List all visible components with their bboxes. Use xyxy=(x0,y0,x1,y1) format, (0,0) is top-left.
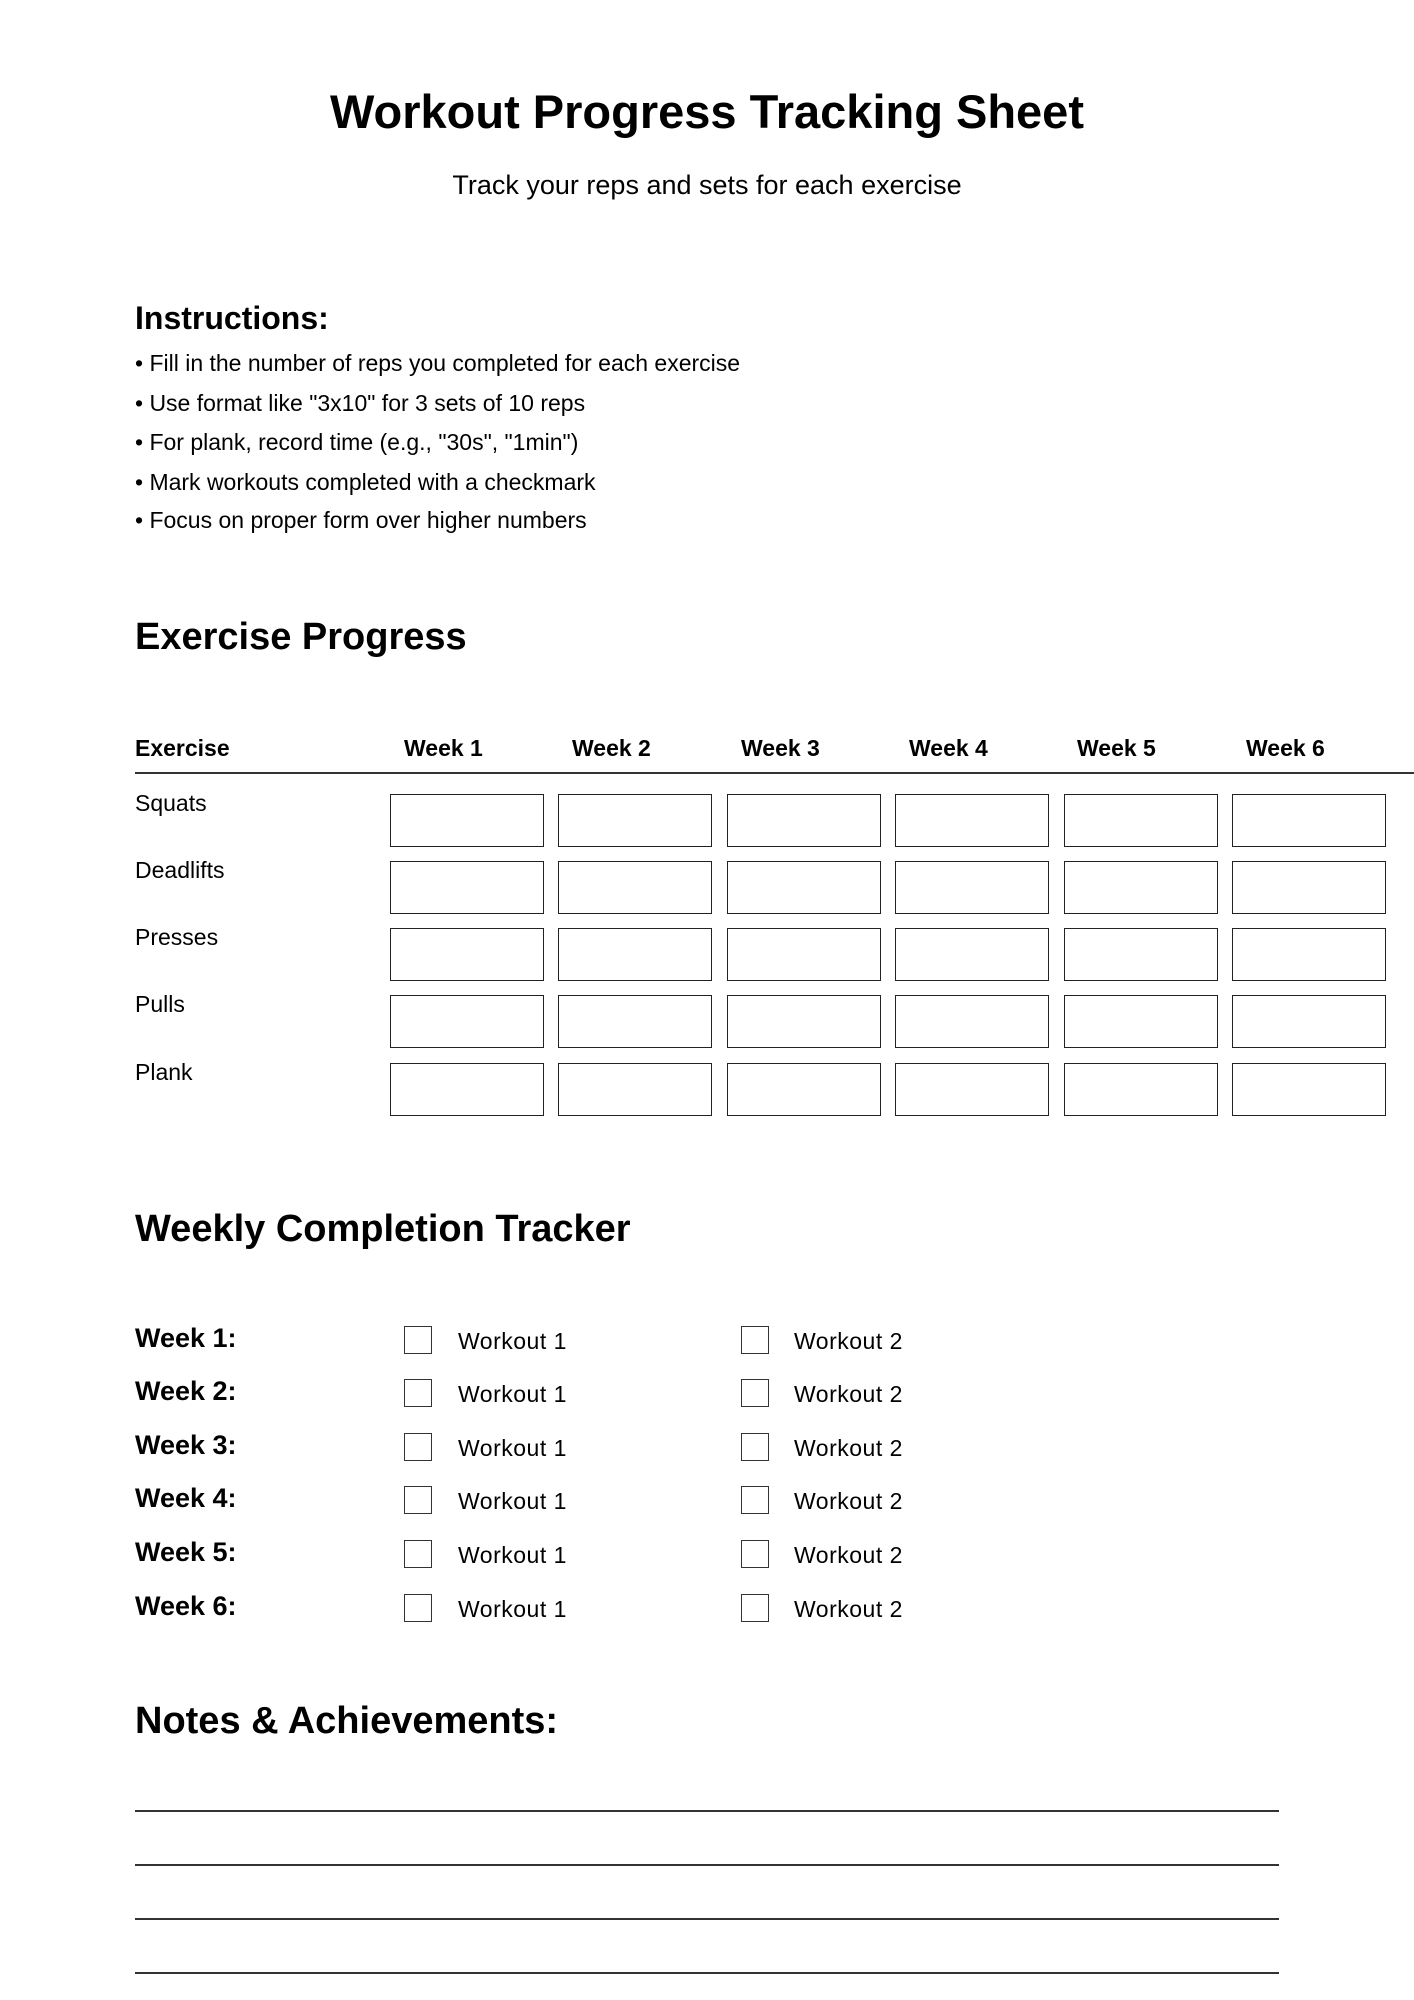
rep-entry-box[interactable] xyxy=(1232,995,1386,1048)
rep-entry-box[interactable] xyxy=(390,794,544,847)
workout-2-checkbox[interactable] xyxy=(741,1433,769,1461)
completion-tracker-heading: Weekly Completion Tracker xyxy=(135,1208,631,1250)
column-header: Week 2 xyxy=(572,735,651,761)
exercise-label: Squats xyxy=(135,790,207,816)
rep-entry-box[interactable] xyxy=(390,861,544,914)
rep-entry-box[interactable] xyxy=(390,995,544,1048)
workout-2-checkbox[interactable] xyxy=(741,1486,769,1514)
instruction-item: • Fill in the number of reps you completed for each exercise xyxy=(135,350,741,376)
column-header: Week 4 xyxy=(909,735,988,761)
week-label: Week 6: xyxy=(135,1591,237,1621)
column-header: Week 3 xyxy=(741,735,820,761)
rep-entry-box[interactable] xyxy=(727,861,881,914)
notes-line[interactable] xyxy=(135,1972,1279,1974)
rep-entry-box[interactable] xyxy=(1064,995,1218,1048)
rep-entry-box[interactable] xyxy=(1064,1063,1218,1116)
rep-entry-box[interactable] xyxy=(558,928,712,981)
workout-1-checkbox[interactable] xyxy=(404,1326,432,1354)
exercise-label: Presses xyxy=(135,924,219,950)
rep-entry-box[interactable] xyxy=(558,1063,712,1116)
workout-2-label: Workout 2 xyxy=(794,1435,903,1461)
workout-2-checkbox[interactable] xyxy=(741,1594,769,1622)
column-header: Week 6 xyxy=(1246,735,1325,761)
column-header: Week 5 xyxy=(1077,735,1156,761)
rep-entry-box[interactable] xyxy=(727,1063,881,1116)
rep-entry-box[interactable] xyxy=(727,995,881,1048)
table-header-divider xyxy=(135,772,1414,774)
workout-1-checkbox[interactable] xyxy=(404,1486,432,1514)
workout-1-checkbox[interactable] xyxy=(404,1379,432,1407)
notes-line[interactable] xyxy=(135,1918,1279,1920)
workout-2-label: Workout 2 xyxy=(794,1596,903,1622)
workout-2-label: Workout 2 xyxy=(794,1542,903,1568)
notes-line[interactable] xyxy=(135,1864,1279,1866)
workout-2-checkbox[interactable] xyxy=(741,1326,769,1354)
instruction-item: • Use format like "3x10" for 3 sets of 10 reps xyxy=(135,390,586,416)
week-label: Week 3: xyxy=(135,1430,237,1460)
page-subtitle: Track your reps and sets for each exercise xyxy=(452,170,962,200)
week-label: Week 5: xyxy=(135,1537,237,1567)
week-label: Week 4: xyxy=(135,1483,237,1513)
instruction-item: • For plank, record time (e.g., "30s", "1min") xyxy=(135,429,579,455)
exercise-label: Plank xyxy=(135,1059,193,1085)
rep-entry-box[interactable] xyxy=(727,794,881,847)
instructions-heading: Instructions: xyxy=(135,300,329,336)
instruction-item: • Mark workouts completed with a checkmark xyxy=(135,469,596,495)
notes-heading: Notes & Achievements: xyxy=(135,1700,559,1742)
column-header: Week 1 xyxy=(404,735,483,761)
workout-1-label: Workout 1 xyxy=(458,1542,567,1568)
workout-1-label: Workout 1 xyxy=(458,1435,567,1461)
workout-2-label: Workout 2 xyxy=(794,1328,903,1354)
workout-1-label: Workout 1 xyxy=(458,1596,567,1622)
rep-entry-box[interactable] xyxy=(1232,794,1386,847)
rep-entry-box[interactable] xyxy=(558,995,712,1048)
rep-entry-box[interactable] xyxy=(558,861,712,914)
rep-entry-box[interactable] xyxy=(1232,1063,1386,1116)
rep-entry-box[interactable] xyxy=(895,928,1049,981)
notes-line[interactable] xyxy=(135,1810,1279,1812)
rep-entry-box[interactable] xyxy=(558,794,712,847)
exercise-label: Deadlifts xyxy=(135,857,225,883)
rep-entry-box[interactable] xyxy=(390,928,544,981)
rep-entry-box[interactable] xyxy=(895,861,1049,914)
rep-entry-box[interactable] xyxy=(390,1063,544,1116)
column-header: Exercise xyxy=(135,735,230,761)
exercise-progress-heading: Exercise Progress xyxy=(135,616,467,658)
rep-entry-box[interactable] xyxy=(1232,928,1386,981)
exercise-label: Pulls xyxy=(135,991,185,1017)
week-label: Week 2: xyxy=(135,1376,237,1406)
workout-1-label: Workout 1 xyxy=(458,1381,567,1407)
workout-2-checkbox[interactable] xyxy=(741,1379,769,1407)
instruction-item: • Focus on proper form over higher numbers xyxy=(135,507,587,533)
workout-1-checkbox[interactable] xyxy=(404,1540,432,1568)
rep-entry-box[interactable] xyxy=(1064,861,1218,914)
workout-1-label: Workout 1 xyxy=(458,1488,567,1514)
rep-entry-box[interactable] xyxy=(1064,928,1218,981)
rep-entry-box[interactable] xyxy=(895,995,1049,1048)
workout-1-checkbox[interactable] xyxy=(404,1594,432,1622)
workout-1-label: Workout 1 xyxy=(458,1328,567,1354)
workout-2-checkbox[interactable] xyxy=(741,1540,769,1568)
rep-entry-box[interactable] xyxy=(895,1063,1049,1116)
workout-2-label: Workout 2 xyxy=(794,1381,903,1407)
workout-1-checkbox[interactable] xyxy=(404,1433,432,1461)
rep-entry-box[interactable] xyxy=(727,928,881,981)
rep-entry-box[interactable] xyxy=(895,794,1049,847)
rep-entry-box[interactable] xyxy=(1064,794,1218,847)
page-title: Workout Progress Tracking Sheet xyxy=(330,85,1084,138)
week-label: Week 1: xyxy=(135,1323,237,1353)
rep-entry-box[interactable] xyxy=(1232,861,1386,914)
workout-2-label: Workout 2 xyxy=(794,1488,903,1514)
